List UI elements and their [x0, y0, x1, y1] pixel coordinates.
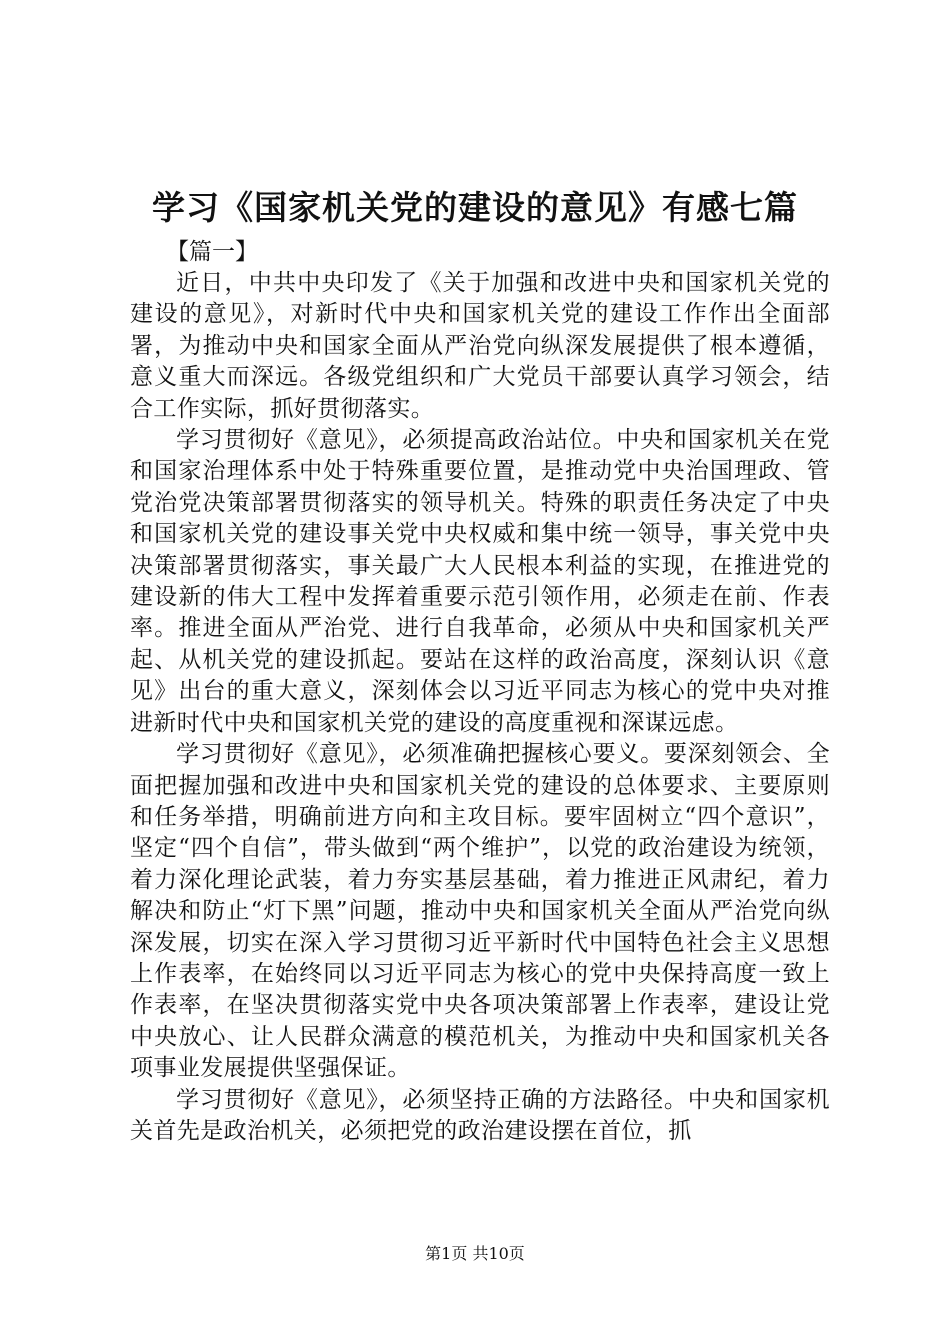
section-label: 【篇一】 — [166, 239, 258, 265]
page-footer: 第1页 共10页 — [425, 1244, 525, 1263]
document-title: 学习《国家机关党的建设的意见》有感七篇 — [152, 188, 798, 227]
paragraph-3: 学习贯彻好《意见》，必须准确把握核心要义。要深刻领会、全面把握加强和改进中央和国家机关党的建设的总体要求、主要原则和任务举措，明确前进方向和主攻目标。要牢固树立“四个意识”，坚定“四个自信”，带头做到“两个维护”，以党的政治建设为统领，着力深化理论武装，着力夯实基层基础，着力推进正风肃纪，着力解决和防止“灯下黑”问题，推动中央和国家机关全面从严治党向纵深发展，切实在深入学习贯彻习近平新时代中国特色社会主义思想上作表率，在始终同以习近平同志为核心的党中央保持高度一致上作表率，在坚决贯彻落实党中央各项决策部署上作表率，建设让党中央放心、让人民群众满意的模范机关，为推动中央和国家机关各项事业发展提供坚强保证。 — [130, 741, 830, 1082]
paragraph-2: 学习贯彻好《意见》，必须提高政治站位。中央和国家机关在党和国家治理体系中处于特殊重要位置，是推动党中央治国理政、管党治党决策部署贯彻落实的领导机关。特殊的职责任务决定了中央和国家机关党的建设事关党中央权威和集中统一领导，事关党中央决策部署贯彻落实，事关最广大人民根本利益的实现，在推进党的建设新的伟大工程中发挥着重要示范引领作用，必须走在前、作表率。推进全面从严治党、进行自我革命，必须从中央和国家机关严起、从机关党的建设抓起。要站在这样的政治高度，深刻认识《意见》出台的重大意义，深刻体会以习近平同志为核心的党中央对推进新时代中央和国家机关党的建设的高度重视和深谋远虑。 — [130, 427, 830, 736]
document-body — [130, 268, 830, 1147]
paragraph-1: 近日，中共中央印发了《关于加强和改进中央和国家机关党的建设的意见》，对新时代中央和国家机关党的建设工作作出全面部署，为推动中央和国家全面从严治党向纵深发展提供了根本遵循，意义重大而深远。各级党组织和广大党员干部要认真学习领会，结合工作实际，抓好贯彻落实。 — [130, 270, 830, 422]
paragraph-4: 学习贯彻好《意见》，必须坚持正确的方法路径。中央和国家机关首先是政治机关，必须把党的政治建设摆在首位，抓 — [130, 1086, 830, 1144]
